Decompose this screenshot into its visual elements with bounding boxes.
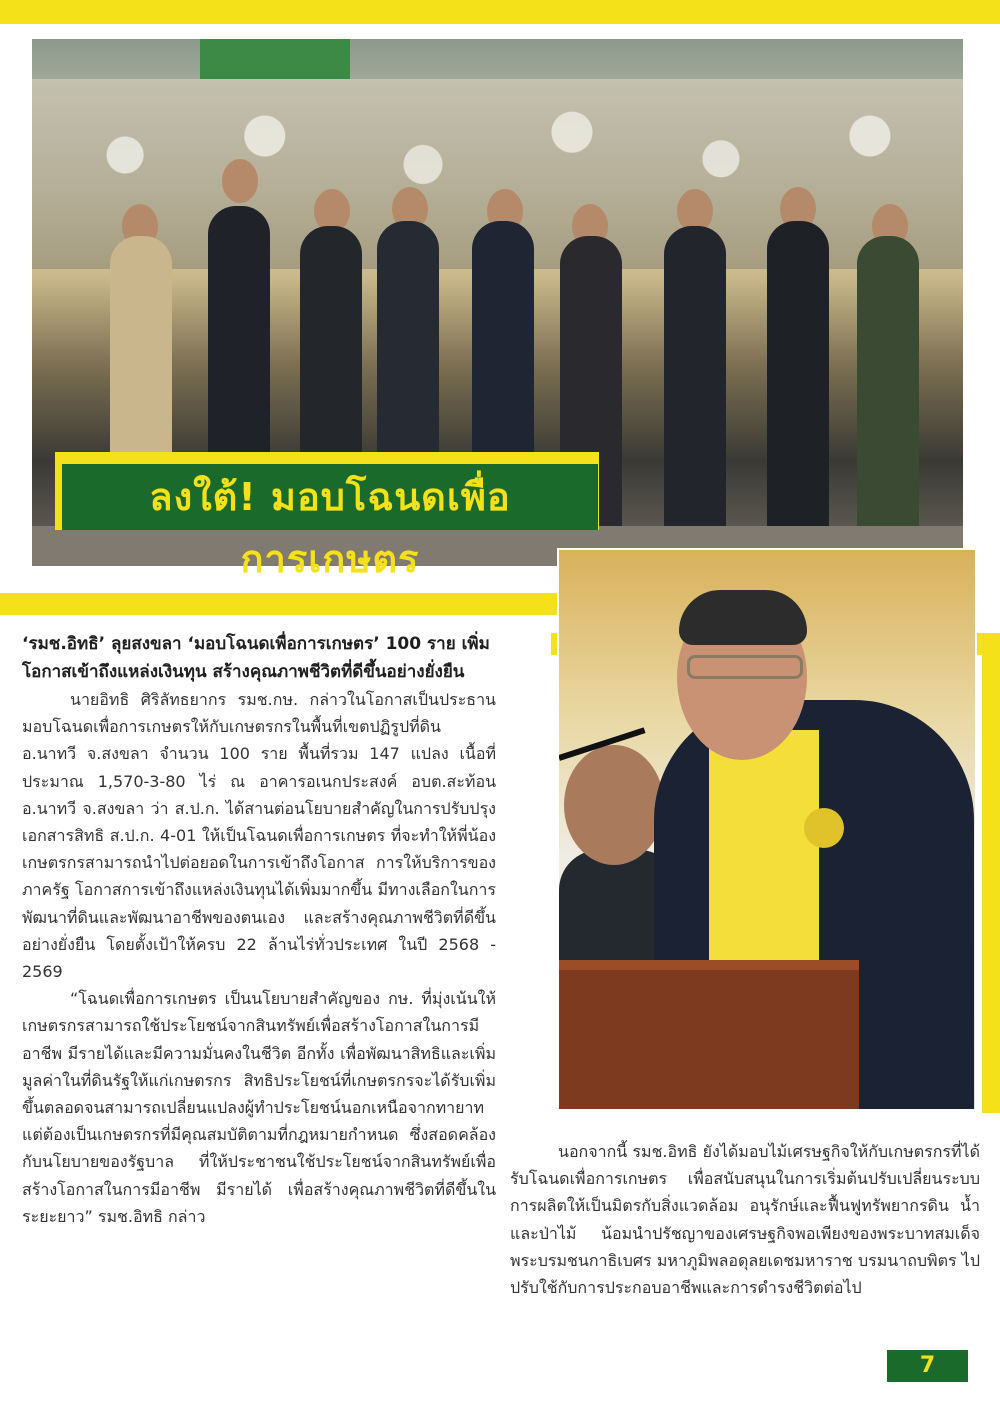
article-subhead: ‘รมช.อิทธิ’ ลุยสงขลา ‘มอบโฉนดเพื่อการเกษตร’ 100 ราย เพิ่มโอกาสเข้าถึงแหล่งเงินทุน สร้างคุณภาพชีวิตที่ดีขึ้นอย่างยั่งยืน <box>22 634 490 682</box>
person <box>767 221 829 536</box>
section-accent-bar <box>0 593 560 615</box>
person-head <box>222 159 258 203</box>
glasses-icon <box>687 655 803 679</box>
emblem-icon <box>804 808 844 848</box>
speaker-photo <box>557 548 977 1111</box>
background-person-head <box>564 745 664 865</box>
article-paragraph: นอกจากนี้ รมช.อิทธิ ยังได้มอบไม้เศรษฐกิจให้กับเกษตรกรที่ได้รับโฉนดเพื่อการเกษตร เพื่อสนับสนุนในการเริ่มต้นปรับเปลี่ยนระบบการผลิตให้เป็นมิตรกับสิ่งแวดล้อม อนุรักษ์และฟื้นฟูทรัพยากรดิน น้ำ และป่าไม้ น้อมนำปรัชญาของเศรษฐกิจพอเพียงของพระบาทสมเด็จพระบรมชนกาธิเบศร มหาภูมิพลอดุลยเดชมหาราช บรมนาถบพิตร ไปปรับใช้กับการประกอบอาชีพและการดำรงชีวิตต่อไป <box>510 1142 980 1298</box>
person <box>664 226 726 536</box>
backdrop-banner <box>200 39 350 79</box>
headline-title: ลงใต้! มอบโฉนดเพื่อการเกษตร <box>149 475 511 581</box>
podium <box>559 970 859 1111</box>
speaker-hair <box>679 590 807 645</box>
photo-accent-side-bar <box>982 633 1000 1113</box>
article-right-column <box>510 1138 980 1301</box>
page-number: 7 <box>887 1350 968 1382</box>
top-accent-bar <box>0 0 1000 24</box>
article-left-column <box>22 630 496 1230</box>
article-paragraph: นายอิทธิ ศิริลัทธยากร รมช.กษ. กล่าวในโอกาสเป็นประธานมอบโฉนดเพื่อการเกษตรให้กับเกษตรกรในพื้นที่เขตปฏิรูปที่ดิน อ.นาทวี จ.สงขลา จำนวน 100 ราย พื้นที่รวม 147 แปลง เนื้อที่ประมาณ 1,570-3-80 ไร่ ณ อาคารอเนกประสงค์ อบต.สะท้อน อ.นาทวี จ.สงขลา ว่า ส.ป.ก. ได้สานต่อนโยบายสำคัญในการปรับปรุงเอกสารสิทธิ ส.ป.ก. 4-01 ให้เป็นโฉนดเพื่อการเกษตร ที่จะทำให้พี่น้องเกษตรกรสามารถนำไปต่อยอดในการเข้าถึงโอกาส การให้บริการของภาครัฐ โอกาสการเข้าถึงแหล่งเงินทุนได้เพิ่มมากขึ้น มีทางเลือกในการพัฒนาที่ดินและพัฒนาอาชีพของตนเอง และสร้างคุณภาพชีวิตที่ดีขึ้นอย่างยั่งยืน โดยตั้งเป้าให้ครบ 22 ล้านไร่ทั่วประเทศ ในปี 2568 - 2569 <box>22 690 496 982</box>
article-paragraph: “โฉนดเพื่อการเกษตร เป็นนโยบายสำคัญของ กษ. ที่มุ่งเน้นให้เกษตรกรสามารถใช้ประโยชน์จากสินทรัพย์เพื่อสร้างโอกาสในการมีอาชีพ มีรายได้และมีความมั่นคงในชีวิต อีกทั้ง เพื่อพัฒนาสิทธิและเพิ่มมูลค่าในที่ดินรัฐให้แก่เกษตรกร สิทธิประโยชน์ที่เกษตรกรจะได้รับเพิ่มขึ้นตลอดจนสามารถเปลี่ยนแปลงผู้ทำประโยชน์นอกเหนือจากทายาท แต่ต้องเป็นเกษตรกรที่มีคุณสมบัติตามที่กฎหมายกำหนด ซึ่งสอดคล้องกับนโยบายของรัฐบาล ที่ให้ประชาชนใช้ประโยชน์จากสินทรัพย์เพื่อสร้างโอกาสในการมีอาชีพ มีรายได้ เพื่อสร้างคุณภาพชีวิตที่ดีขึ้นในระยะยาว” รมช.อิทธิ กล่าว <box>22 989 496 1226</box>
person <box>857 236 919 536</box>
